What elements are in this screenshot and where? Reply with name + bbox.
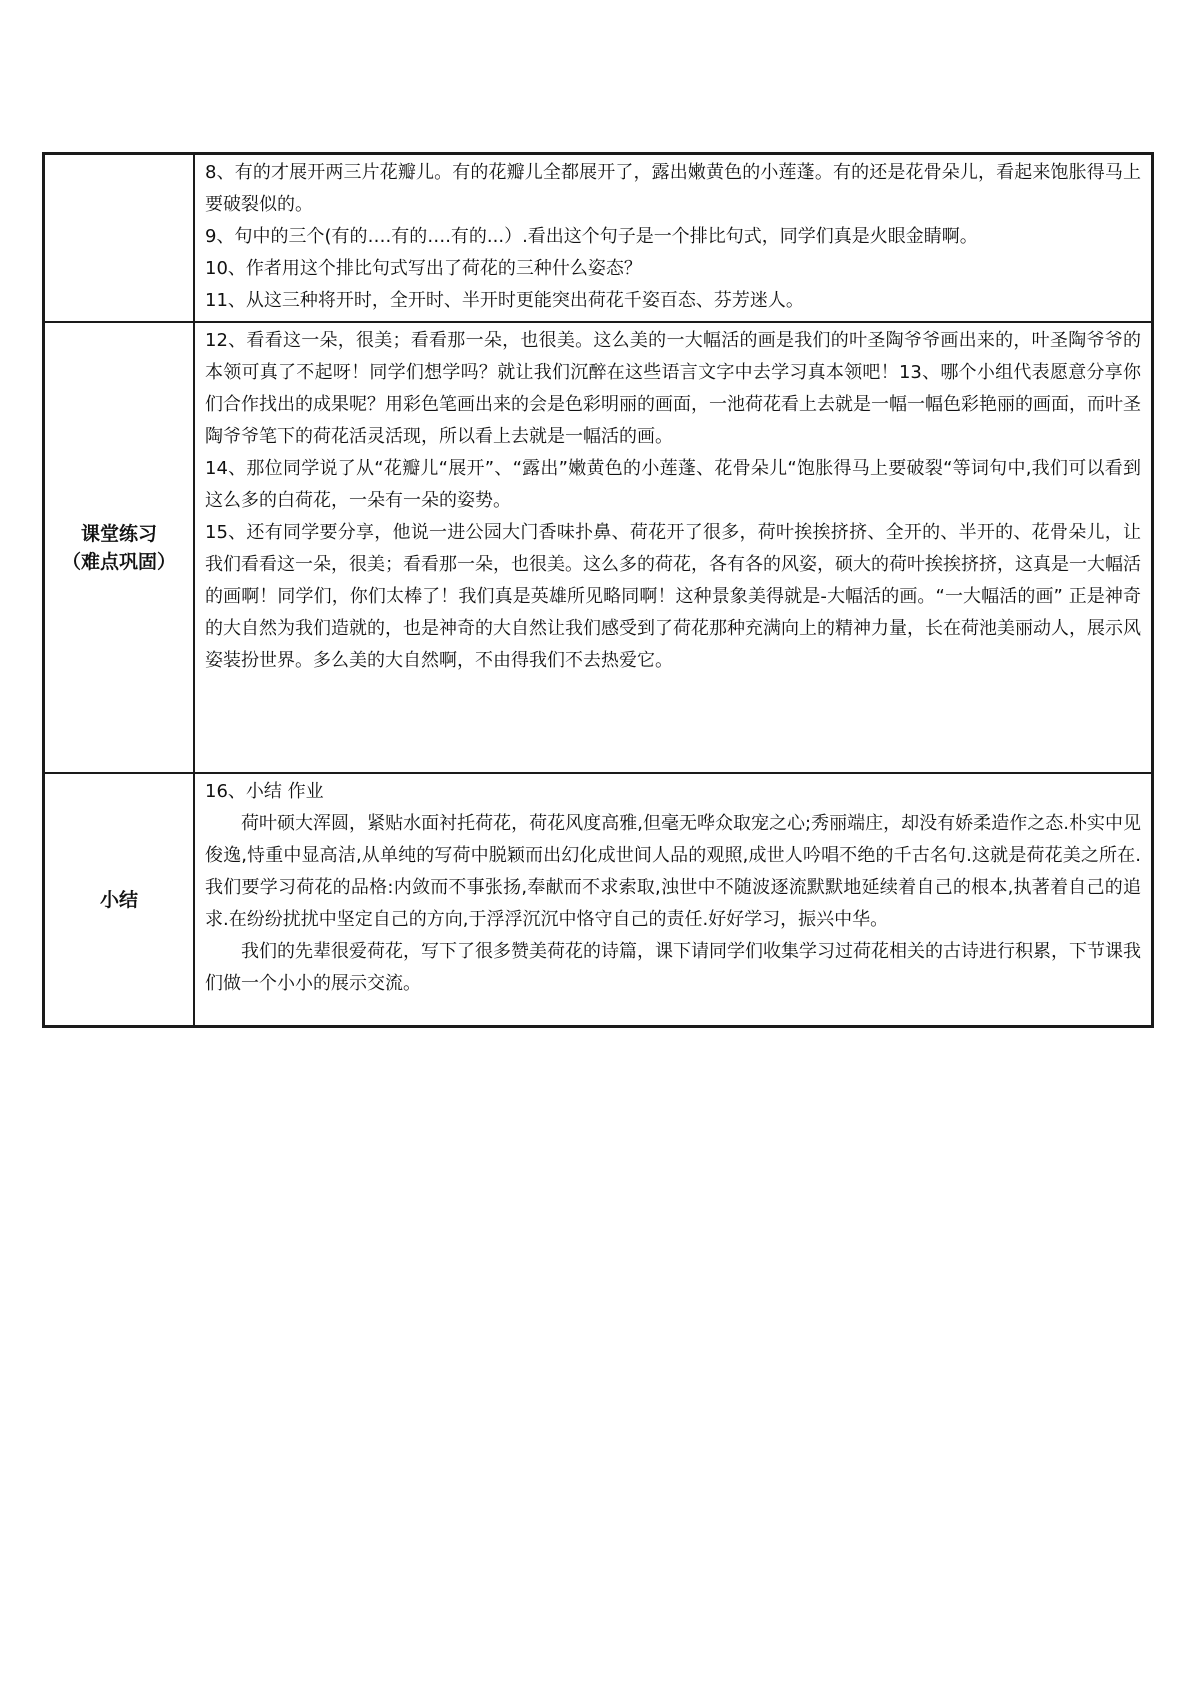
row-label-cell [44, 773, 195, 1027]
table-row [44, 154, 1153, 323]
paragraph-16-heading: 16、小结 作业 [205, 781, 324, 802]
row-content-cell [194, 322, 1153, 773]
homework-paragraph: 我们的先辈很爱荷花，写下了很多赞美荷花的诗篇，课下请同学们收集学习过荷花相关的古诗进行积累，下节课我们做一个小小的展示交流。 [205, 941, 1141, 994]
paragraph-11: 11、从这三种将开时，全开时、半开时更能突出荷花千姿百态、芬芳迷人。 [205, 290, 804, 311]
paragraph-14: 14、那位同学说了从“花瓣儿“展开”、“露出”嫩黄色的小莲蓬、花骨朵儿“饱胀得马上要破裂“等词句中,我们可以看到这么多的白荷花，一朵有一朵的姿势。 [205, 458, 1141, 511]
row-content-cell [194, 154, 1153, 323]
section-label-summary: 小结 [99, 888, 138, 911]
table-row [44, 773, 1153, 1027]
paragraph-9: 9、句中的三个(有的….有的….有的...）.看出这个句子是一个排比句式，同学们真是火眼金睛啊。 [205, 226, 978, 247]
paragraph-8: 8、有的才展开两三片花瓣儿。有的花瓣儿全都展开了，露出嫩黄色的小莲蓬。有的还是花骨朵儿，看起来饱胀得马上要破裂似的。 [205, 162, 1141, 215]
row-label-cell [44, 322, 195, 773]
table-row [44, 322, 1153, 773]
section-label-difficulty-consolidation: （难点巩固） [61, 550, 176, 573]
lesson-plan-table [42, 152, 1154, 1028]
paragraph-15: 15、还有同学要分享，他说一进公园大门香味扑鼻、荷花开了很多，荷叶挨挨挤挤、全开的、半开的、花骨朵儿，让我们看看这一朵，很美；看看那一朵，也很美。这么多的荷花，各有各的风姿，硕大的荷叶挨挨挤挤，这真是一大幅活的画啊！同学们，你们太棒了！我们真是英雄所见略同啊！这种景象美得就是-大幅活的画。“一大幅活的画” 正是神奇的大自然为我们造就的，也是神奇的大自然让我们感受到了荷花那种充满向上的精神力量，长在荷池美丽动人，展示风姿装扮世界。多么美的大自然啊，不由得我们不去热爱它。 [205, 522, 1141, 671]
paragraph-12-13: 12、看看这一朵，很美；看看那一朵，也很美。这么美的一大幅活的画是我们的叶圣陶爷爷画出来的，叶圣陶爷爷的本领可真了不起呀！同学们想学吗？就让我们沉醉在这些语言文字中去学习真本领吧！13、哪个小组代表愿意分享你们合作找出的成果呢？用彩色笔画出来的会是色彩明丽的画面，一池荷花看上去就是一幅一幅色彩艳丽的画面，而叶圣陶爷爷笔下的荷花活灵活现，所以看上去就是一幅活的画。 [205, 330, 1141, 447]
paragraph-10: 10、作者用这个排比句式写出了荷花的三种什么姿态？ [205, 258, 642, 279]
row-content-cell [194, 773, 1153, 1027]
section-label-classroom-practice: 课堂练习 [80, 522, 157, 545]
row-label-cell [44, 154, 195, 323]
summary-paragraph: 荷叶硕大浑圆，紧贴水面衬托荷花，荷花风度高雅,但毫无哗众取宠之心;秀丽端庄，却没有娇柔造作之态.朴实中见俊逸,恃重中显高洁,从单纯的写荷中脱颖而出幻化成世间人品的观照,成世人吟唱不绝的千古名句.这就是荷花美之所在.我们要学习荷花的品格:内敛而不事张扬,奉献而不求索取,浊世中不随波逐流默默地延续着自己的根本,执著着自己的追求.在纷纷扰扰中坚定自己的方向,于浮浮沉沉中恪守自己的责任.好好学习，振兴中华。 [205, 813, 1141, 930]
